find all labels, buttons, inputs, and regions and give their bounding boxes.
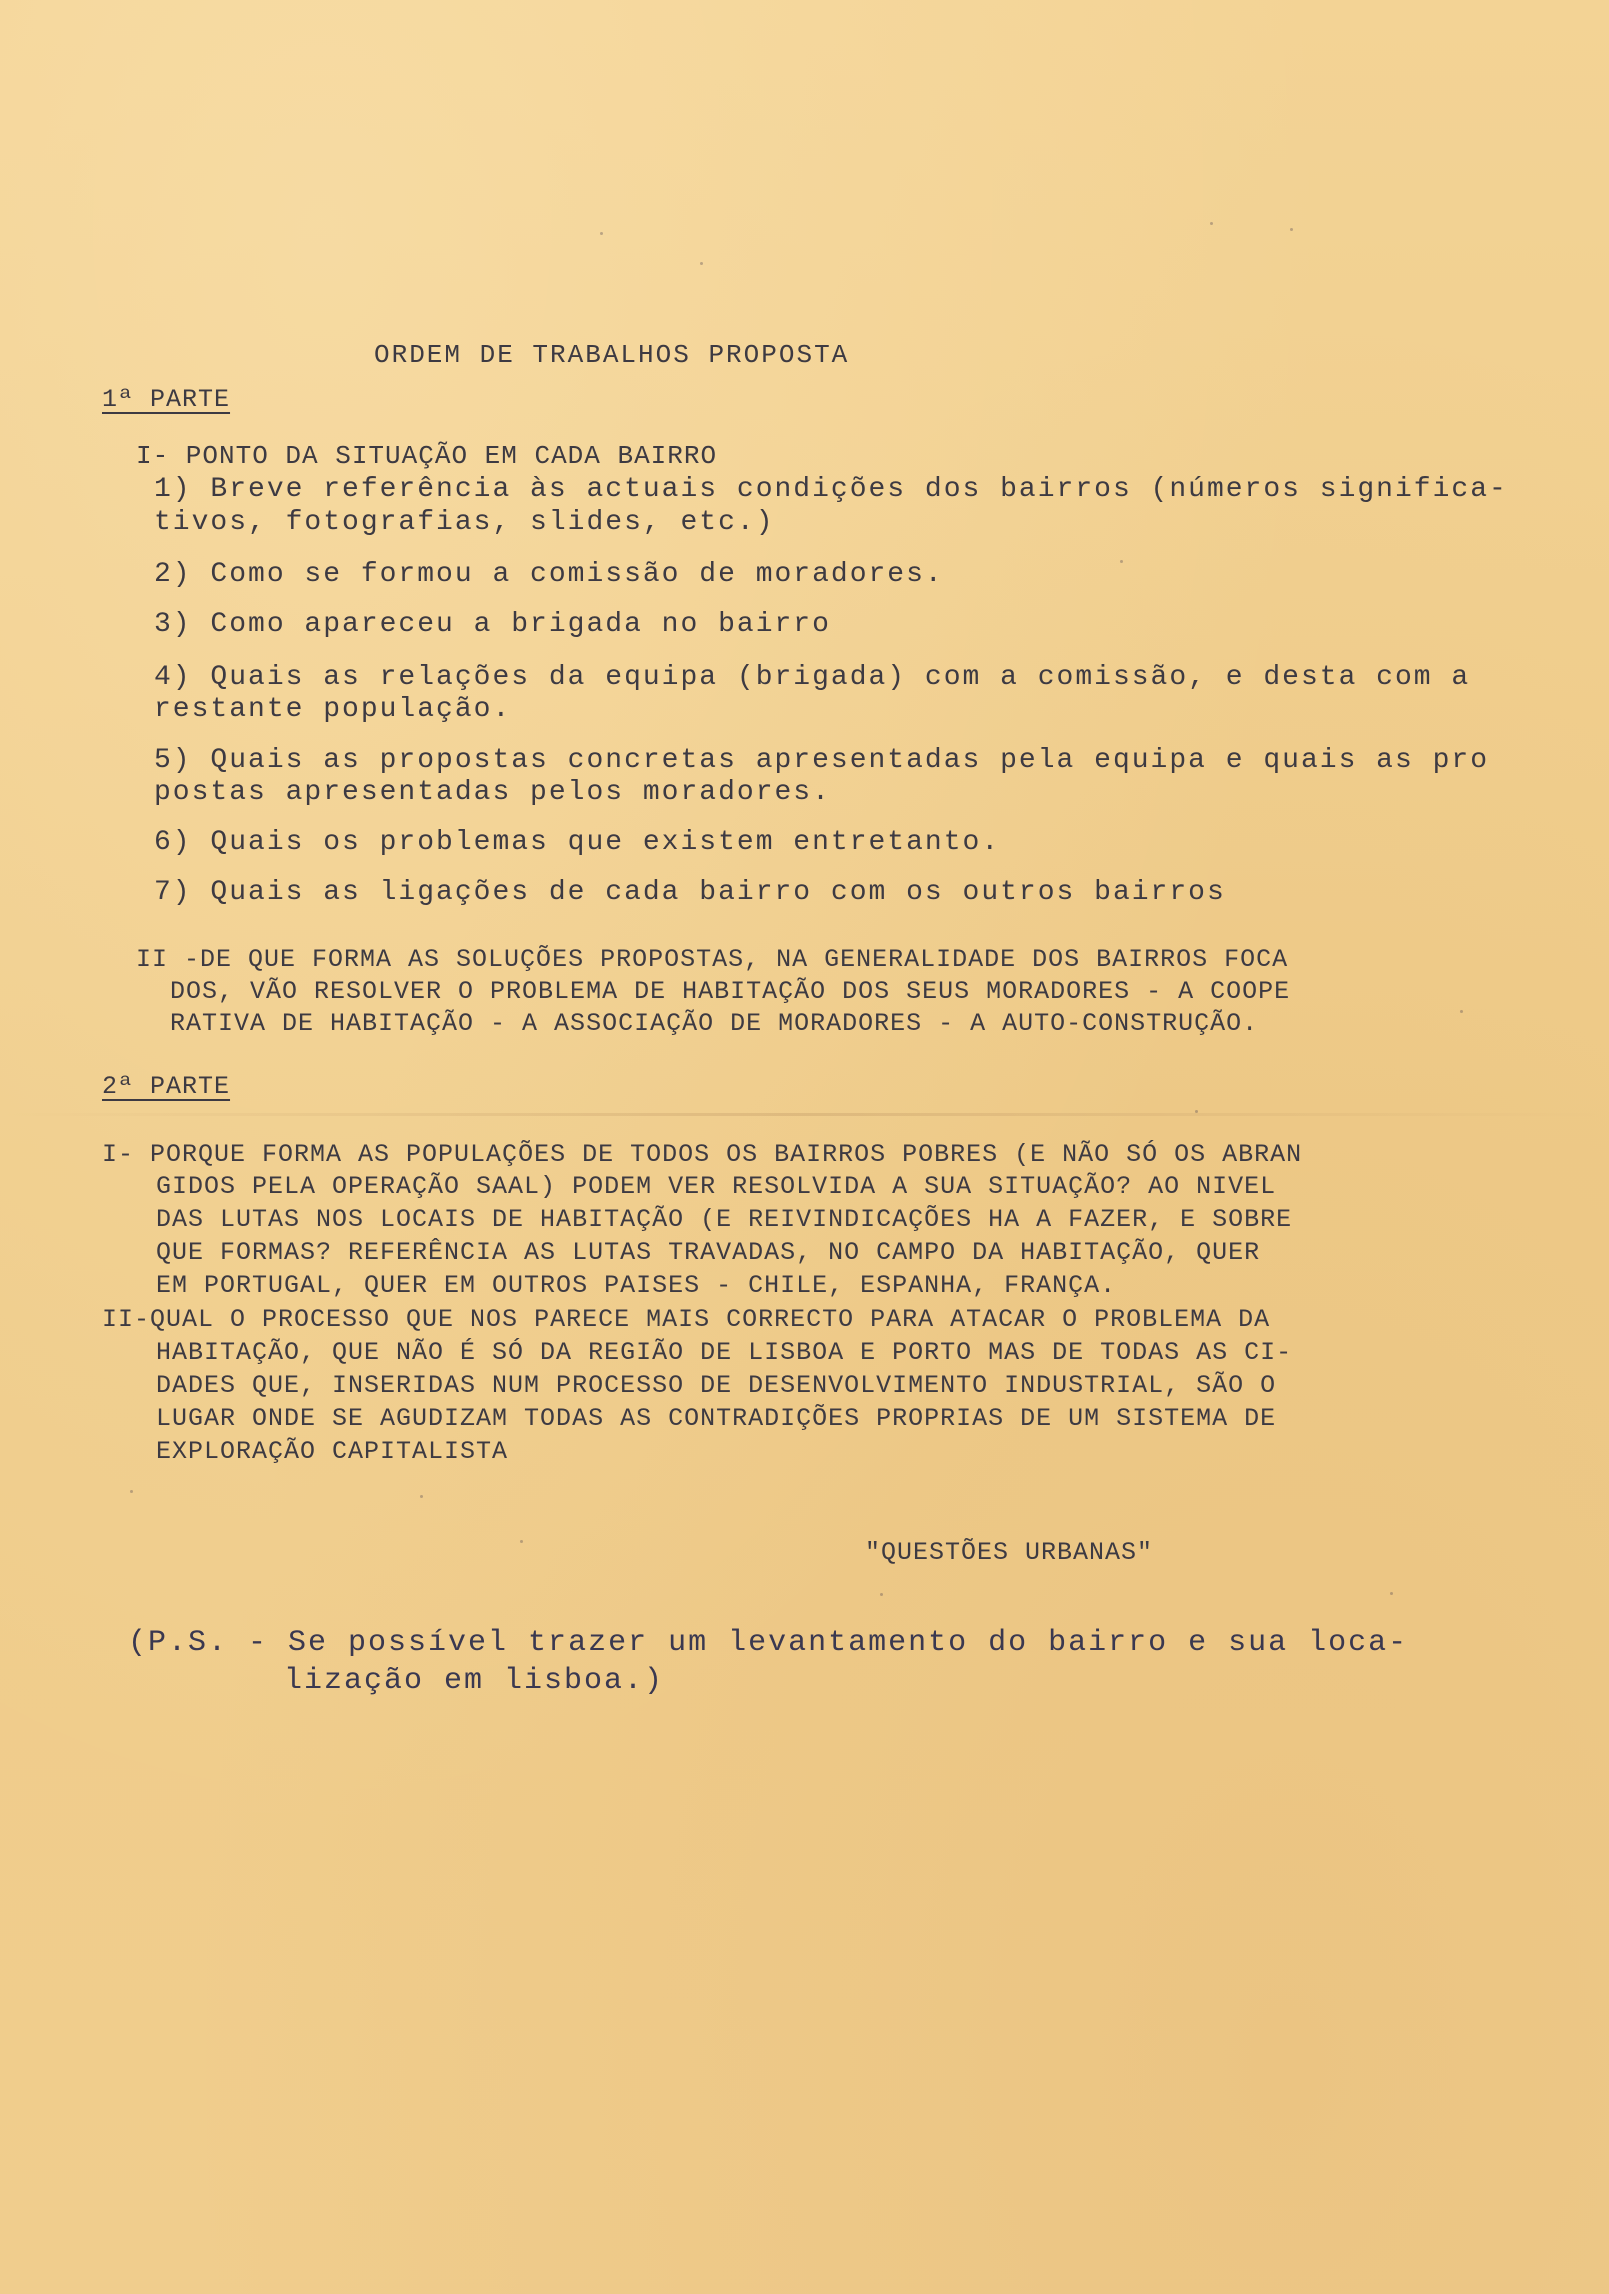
postscript-line-1: (P.S. - Se possível trazer um levantamento do bairro e sua loca- bbox=[128, 1626, 1409, 1660]
postscript-line-2: lização em lisboa.) bbox=[284, 1664, 665, 1698]
paper-speck bbox=[1210, 222, 1213, 225]
part2-section2-line-4: LUGAR ONDE SE AGUDIZAM TODAS AS CONTRADIÇÕES PROPRIAS DE UM SISTEMA DE bbox=[156, 1404, 1277, 1433]
paper-fold-line bbox=[0, 1113, 1609, 1116]
item-2: 2) Como se formou a comissão de moradores. bbox=[154, 559, 944, 590]
item-4-line-1: 4) Quais as relações da equipa (brigada) com a comissão, e desta com a bbox=[154, 662, 1471, 693]
part2-section1-line-1: I- PORQUE FORMA AS POPULAÇÕES DE TODOS OS BAIRROS POBRES (E NÃO SÓ OS ABRAN bbox=[102, 1140, 1303, 1169]
part1-section2-line-3: RATIVA DE HABITAÇÃO - A ASSOCIAÇÃO DE MORADORES - A AUTO-CONSTRUÇÃO. bbox=[170, 1009, 1259, 1038]
paper-speck bbox=[1195, 1110, 1198, 1113]
paper-speck bbox=[1290, 228, 1293, 231]
part2-heading: 2ª PARTE bbox=[102, 1072, 231, 1101]
item-4-line-2: restante população. bbox=[154, 694, 512, 725]
part2-section1-line-4: QUE FORMAS? REFERÊNCIA AS LUTAS TRAVADAS, NO CAMPO DA HABITAÇÃO, QUER bbox=[156, 1238, 1261, 1267]
part2-section2-line-3: DADES QUE, INSERIDAS NUM PROCESSO DE DESENVOLVIMENTO INDUSTRIAL, SÃO O bbox=[156, 1371, 1277, 1400]
item-5-line-2: postas apresentadas pelos moradores. bbox=[154, 777, 831, 808]
part2-section2-line-2: HABITAÇÃO, QUE NÃO É SÓ DA REGIÃO DE LISBOA E PORTO MAS DE TODAS AS CI- bbox=[156, 1338, 1293, 1367]
paper-speck bbox=[520, 1540, 523, 1543]
item-5-line-1: 5) Quais as propostas concretas apresentadas pela equipa e quais as pro bbox=[154, 745, 1489, 776]
part1-section2-line-1: II -DE QUE FORMA AS SOLUÇÕES PROPOSTAS, NA GENERALIDADE DOS BAIRROS FOCA bbox=[136, 945, 1289, 974]
paper-speck bbox=[1390, 1592, 1393, 1595]
part1-section1-heading: I- PONTO DA SITUAÇÃO EM CADA BAIRRO bbox=[136, 441, 718, 471]
part1-heading: 1ª PARTE bbox=[102, 385, 231, 414]
paper-speck bbox=[1460, 1010, 1463, 1013]
part2-section1-line-2: GIDOS PELA OPERAÇÃO SAAL) PODEM VER RESOLVIDA A SUA SITUAÇÃO? AO NIVEL bbox=[156, 1172, 1277, 1201]
item-3: 3) Como apareceu a brigada no bairro bbox=[154, 609, 831, 640]
item-1-line-2: tivos, fotografias, slides, etc.) bbox=[154, 507, 775, 538]
part2-section1-line-3: DAS LUTAS NOS LOCAIS DE HABITAÇÃO (E REIVINDICAÇÕES HA A FAZER, E SOBRE bbox=[156, 1205, 1293, 1234]
item-6: 6) Quais os problemas que existem entretanto. bbox=[154, 827, 1001, 858]
signature-questoes-urbanas: "QUESTÕES URBANAS" bbox=[865, 1538, 1154, 1567]
document-title: ORDEM DE TRABALHOS PROPOSTA bbox=[374, 340, 850, 370]
part2-section2-line-5: EXPLORAÇÃO CAPITALISTA bbox=[156, 1437, 509, 1466]
item-7: 7) Quais as ligações de cada bairro com os outros bairros bbox=[154, 877, 1226, 908]
paper-speck bbox=[420, 1495, 423, 1498]
paper-speck bbox=[1120, 560, 1123, 563]
part2-section2-line-1: II-QUAL O PROCESSO QUE NOS PARECE MAIS CORRECTO PARA ATACAR O PROBLEMA DA bbox=[102, 1305, 1271, 1334]
part2-section1-line-5: EM PORTUGAL, QUER EM OUTROS PAISES - CHILE, ESPANHA, FRANÇA. bbox=[156, 1271, 1117, 1300]
paper-speck bbox=[880, 1593, 883, 1596]
part1-section2-line-2: DOS, VÃO RESOLVER O PROBLEMA DE HABITAÇÃO DOS SEUS MORADORES - A COOPE bbox=[170, 977, 1291, 1006]
paper-speck bbox=[600, 232, 603, 235]
item-1-line-1: 1) Breve referência às actuais condições dos bairros (números significa- bbox=[154, 474, 1508, 505]
paper-speck bbox=[130, 1490, 133, 1493]
paper-speck bbox=[700, 262, 703, 265]
